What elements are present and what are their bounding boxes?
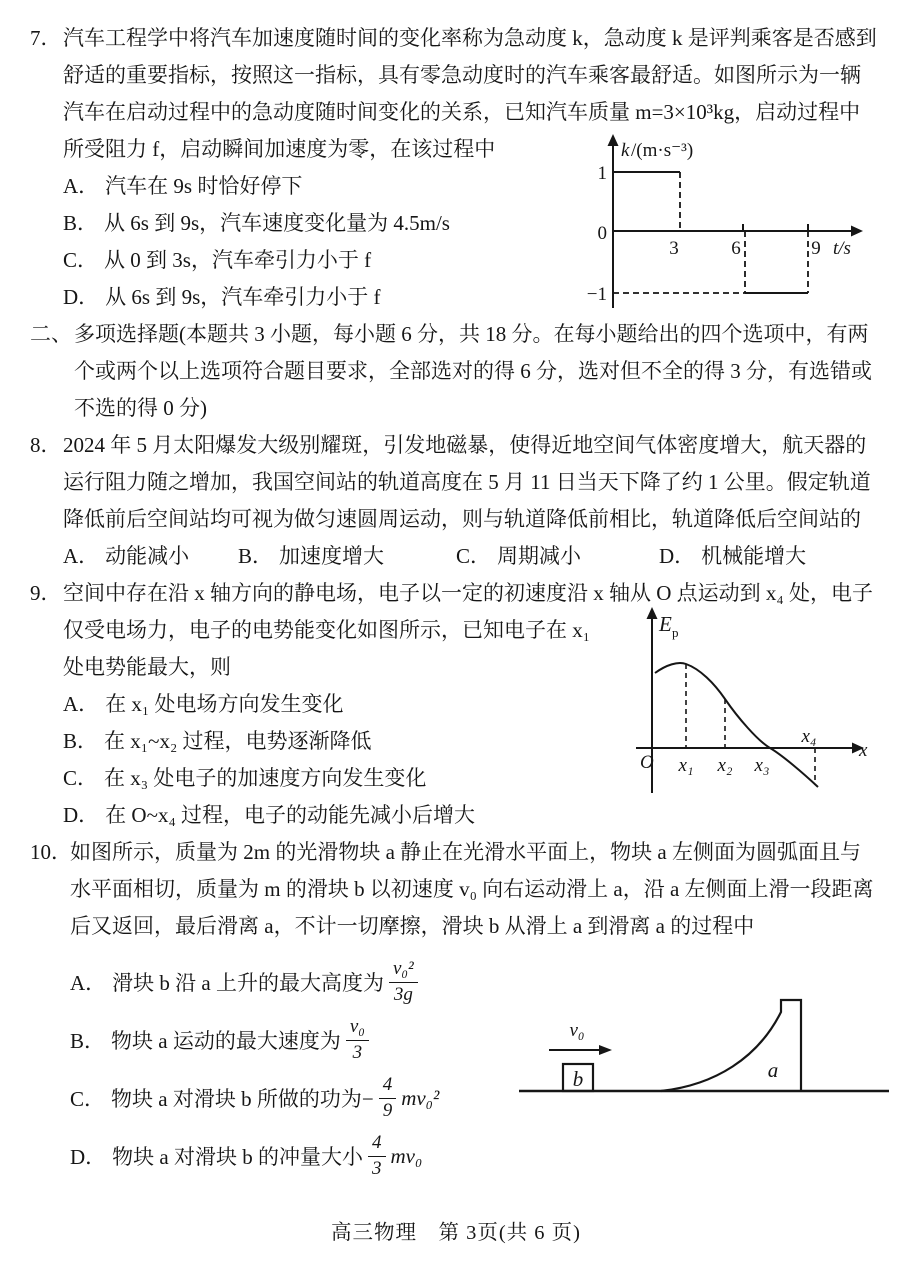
q10-option-c-post: mv₀² [401,1085,440,1110]
q8-option-d-label: D． [659,544,696,568]
q8-stem-line-2: 运行阻力随之增加，我国空间站的轨道高度在 5 月 11 日当天下降了约 1 公里。假定轨道 [63,470,871,494]
section-2-line-1: 多项选择题(本题共 3 小题，每小题 6 分，共 18 分。在每小题给出的四个选项中，有两 [74,322,869,346]
q7-stem-line-4: 所受阻力 f，启动瞬间加速度为零，在该过程中 [63,137,496,161]
section-2-line-3: 不选的得 0 分) [74,396,207,420]
q7-figure-jerk-time-graph [575,132,895,314]
section-2-line-2: 个或两个以上选项符合题目要求，全部选对的得 6 分，选对但不全的得 3 分，有选错或 [74,359,872,383]
question-7-number: 7． [30,26,62,50]
q10-option-c-text: 物块 a 对滑块 b 所做的功为− [111,1087,374,1111]
q7-fig-label-6: 6 [731,238,741,259]
q10-fig-b-label: b [572,1067,584,1091]
q9-stem-line-2: 仅受电场力，电子的电势能变化如图所示，已知电子在 x₁ [63,618,591,642]
q7-fig-ylabel-var: k [621,140,630,161]
q8-option-c-text: 周期减小 [497,544,582,568]
q10-option-c-fraction: $\frac{4}{9}$ [379,1074,397,1122]
q9-option-d-label: D． [63,803,100,827]
q9-option-a-label: A． [63,692,100,716]
q7-option-d-label: D． [63,285,100,309]
q10-option-b-text: 物块 a 运动的最大速度为 [111,1029,341,1053]
q8-stem-line-1: 2024 年 5 月太阳爆发大级别耀斑，引发地磁暴，使得近地空间气体密度增大，航天器的 [63,433,867,457]
q9-fig-ylabel-sub: p [672,625,679,640]
q10-stem-line-2: 水平面相切，质量为 m 的滑块 b 以初速度 v₀ 向右运动滑上 a，沿 a 左侧面上滑一段距离 [70,877,874,901]
q10-fig-v0-label: v₀ [569,1020,585,1041]
q9-fig-label-x2: x₂ [717,755,733,776]
q10-option-a-fraction: $\frac{\text{v₀²}}{3g}$ [389,958,418,1006]
q10-fig-velocity-arrowhead [599,1045,612,1055]
page-footer: 高三物理 第 3页(共 6 页) [330,1222,582,1244]
q9-figure-potential-energy-graph [628,603,873,799]
q8-option-a-label: A． [63,544,100,568]
q7-stem-line-3: 汽车在启动过程中的急动度随时间变化的关系，已知汽车质量 m=3×10³kg，启动过程中 [63,100,861,124]
q9-stem-line-3: 处电势能最大，则 [63,655,231,679]
q9-fig-label-x3: x₃ [754,755,770,776]
question-8-number: 8． [30,433,62,457]
q9-option-b-text: 在 x₁~x₂ 过程，电势逐渐降低 [104,729,372,753]
q7-option-c-text: 从 0 到 3s，汽车牵引力小于 f [104,248,372,272]
q8-option-a [63,538,238,575]
q7-fig-label-1: 1 [597,163,607,184]
q9-option-d-text: 在 O~x₄ 过程，电子的动能先减小后增大 [105,803,476,827]
section-2-header [30,316,882,427]
q9-option-a-text: 在 x₁ 处电场方向发生变化 [105,692,344,716]
q10-option-b-label: B． [70,1029,106,1053]
q9-stem-line-1: 空间中存在沿 x 轴方向的静电场，电子以一定的初速度沿 x 轴从 O 点运动到 x₄ 处，电子 [63,581,873,605]
question-9-number: 9． [30,581,62,605]
section-2-number: 二、 [30,322,72,346]
q8-option-b [238,538,456,575]
q7-fig-label-3: 3 [669,238,679,259]
q7-fig-label-9: 9 [811,238,821,259]
q10-stem-line-3: 后又返回，最后滑离 a，不计一切摩擦，滑块 b 从滑上 a 到滑离 a 的过程中 [70,914,755,938]
q8-stem-line-3: 降低前后空间站均可视为做匀速圆周运动，则与轨道降低前相比，轨道降低后空间站的 [63,507,861,531]
q10-option-c-label: C． [70,1087,106,1111]
q10-fig-block-a-shape [661,1000,801,1091]
q7-fig-label-neg1: −1 [586,284,607,305]
q10-fig-a-label: a [767,1058,779,1082]
q9-fig-y-arrow [647,607,658,619]
q8-option-a-text: 动能减小 [105,544,190,568]
q8-option-c-label: C． [456,544,492,568]
q9-option-b-label: B． [63,729,99,753]
q7-option-c-label: C． [63,248,99,272]
q9-fig-origin: O [640,752,654,773]
q7-stem-line-1: 汽车工程学中将汽车加速度随时间的变化率称为急动度 k，急动度 k 是评判乘客是否感到 [63,26,877,50]
q7-option-b-text: 从 6s 到 9s，汽车速度变化量为 4.5m/s [104,211,450,235]
q9-fig-label-x4: x₄ [801,726,817,747]
q10-option-d [70,1127,882,1185]
q10-option-d-post: mv₀ [390,1143,423,1168]
question-10 [30,834,882,1185]
q7-fig-y-arrow [608,134,619,146]
q8-option-b-label: B． [238,544,274,568]
question-8 [30,427,882,575]
q9-option-c-label: C． [63,766,99,790]
q10-option-d-label: D． [70,1145,107,1169]
q9-option-d [63,797,882,834]
q10-stem-line-1: 如图所示，质量为 2m 的光滑物块 a 静止在光滑水平面上，物块 a 左侧面为圆弧面且与 [70,840,861,864]
q10-option-a-text: 滑块 b 沿 a 上升的最大高度为 [112,971,384,995]
q7-option-d-text: 从 6s 到 9s，汽车牵引力小于 f [105,285,381,309]
q8-options-row [63,538,882,575]
q7-option-b-label: B． [63,211,99,235]
q8-option-b-text: 加速度增大 [279,544,385,568]
question-10-number: 10． [30,840,72,864]
q7-fig-ylabel-unit: /(m·s⁻³) [631,140,694,161]
q7-fig-label-0: 0 [597,223,607,244]
q7-option-a-label: A． [63,174,100,198]
question-7 [30,20,882,316]
q10-option-b-fraction: $\frac{\text{v₀}}{3}$ [346,1016,369,1064]
q9-fig-label-x1: x₁ [678,755,694,776]
q8-option-d [659,538,806,575]
q10-option-d-text: 物块 a 对滑块 b 的冲量大小 [112,1145,363,1169]
q7-option-a-text: 汽车在 9s 时恰好停下 [105,174,303,198]
q9-option-c-text: 在 x₃ 处电子的加速度方向发生变化 [104,766,427,790]
q7-stem-line-2: 舒适的重要指标，按照这一指标，具有零急动度时的汽车乘客最舒适。如图所示为一辆 [63,63,861,87]
q9-fig-xlabel: x [859,740,868,761]
q10-figure-blocks-diagram [515,984,895,1102]
q8-option-d-text: 机械能增大 [701,544,807,568]
q8-option-c [456,538,659,575]
q7-fig-xlabel: t/s [833,238,851,259]
q9-fig-ylabel-E: E [659,612,672,636]
q7-fig-x-arrow [851,226,863,237]
q10-option-d-fraction: $\frac{4}{3}$ [368,1132,386,1180]
q10-option-a-label: A． [70,971,107,995]
question-9 [30,575,882,834]
